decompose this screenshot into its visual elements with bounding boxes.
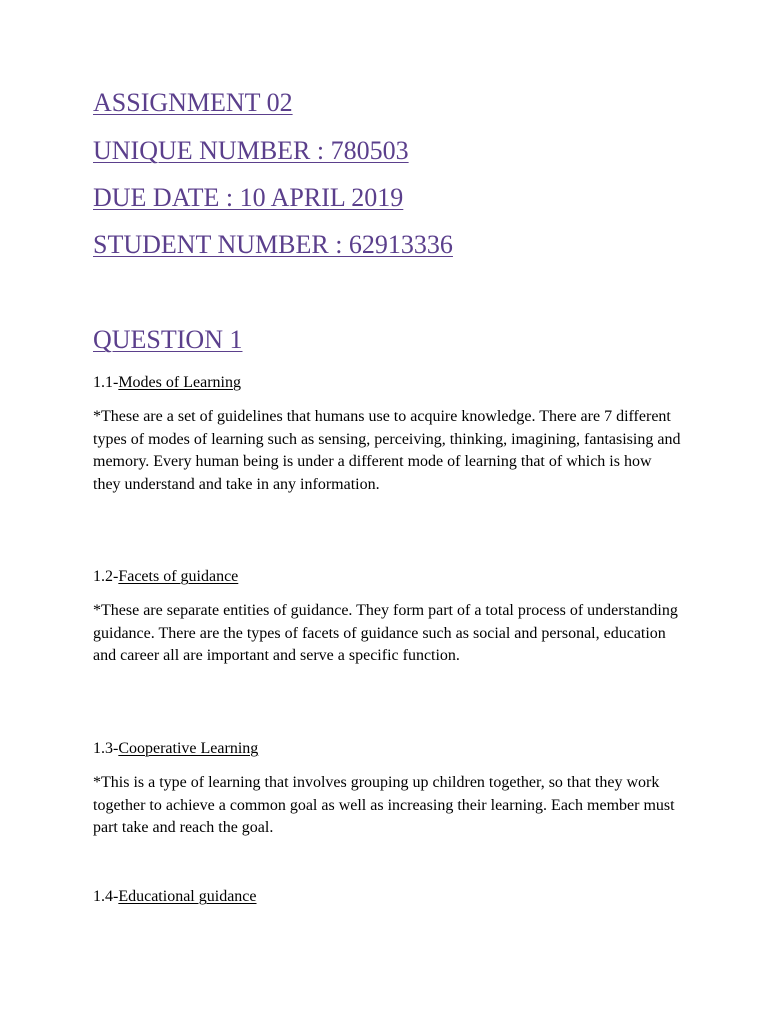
section-title: Educational guidance [118, 888, 257, 905]
section-heading-1-4 [93, 887, 257, 907]
section-body-1-3: *This is a type of learning that involves grouping up children together, so that they work together to achieve a common goal as well as increasing their learning. Each member must part take and reach the goal. [93, 774, 675, 837]
section-heading-1-3 [93, 739, 258, 759]
section-body-1-2: *These are separate entities of guidance. They form part of a total process of understanding guidance. There are the types of facets of guidance such as social and personal, education and career all are important and serve a specific function. [93, 602, 678, 665]
section-number: 1.4- [93, 888, 119, 905]
section-number: 1.2- [93, 568, 119, 585]
section-heading-1-2 [93, 567, 238, 587]
section-number: 1.3- [93, 740, 119, 757]
unique-number-heading: UNIQUE NUMBER : 780503 [93, 136, 409, 165]
section-title: Modes of Learning [118, 374, 241, 391]
section-heading-1-1 [93, 373, 241, 393]
section-title: Cooperative Learning [118, 740, 259, 757]
assignment-heading: ASSIGNMENT 02 [93, 88, 293, 117]
section-title: Facets of guidance [118, 568, 239, 585]
question-heading: QUESTION 1 [93, 325, 243, 354]
student-number-heading: STUDENT NUMBER : 62913336 [93, 230, 453, 259]
section-number: 1.1- [93, 374, 119, 391]
due-date-heading: DUE DATE : 10 APRIL 2019 [93, 183, 404, 212]
section-body-1-1: *These are a set of guidelines that humans use to acquire knowledge. There are 7 different types of modes of learning such as sensing, perceiving, thinking, imagining, fantasising and memory. Every human being is under a different mode of learning that of which is how they understand and take in any information. [93, 408, 681, 493]
